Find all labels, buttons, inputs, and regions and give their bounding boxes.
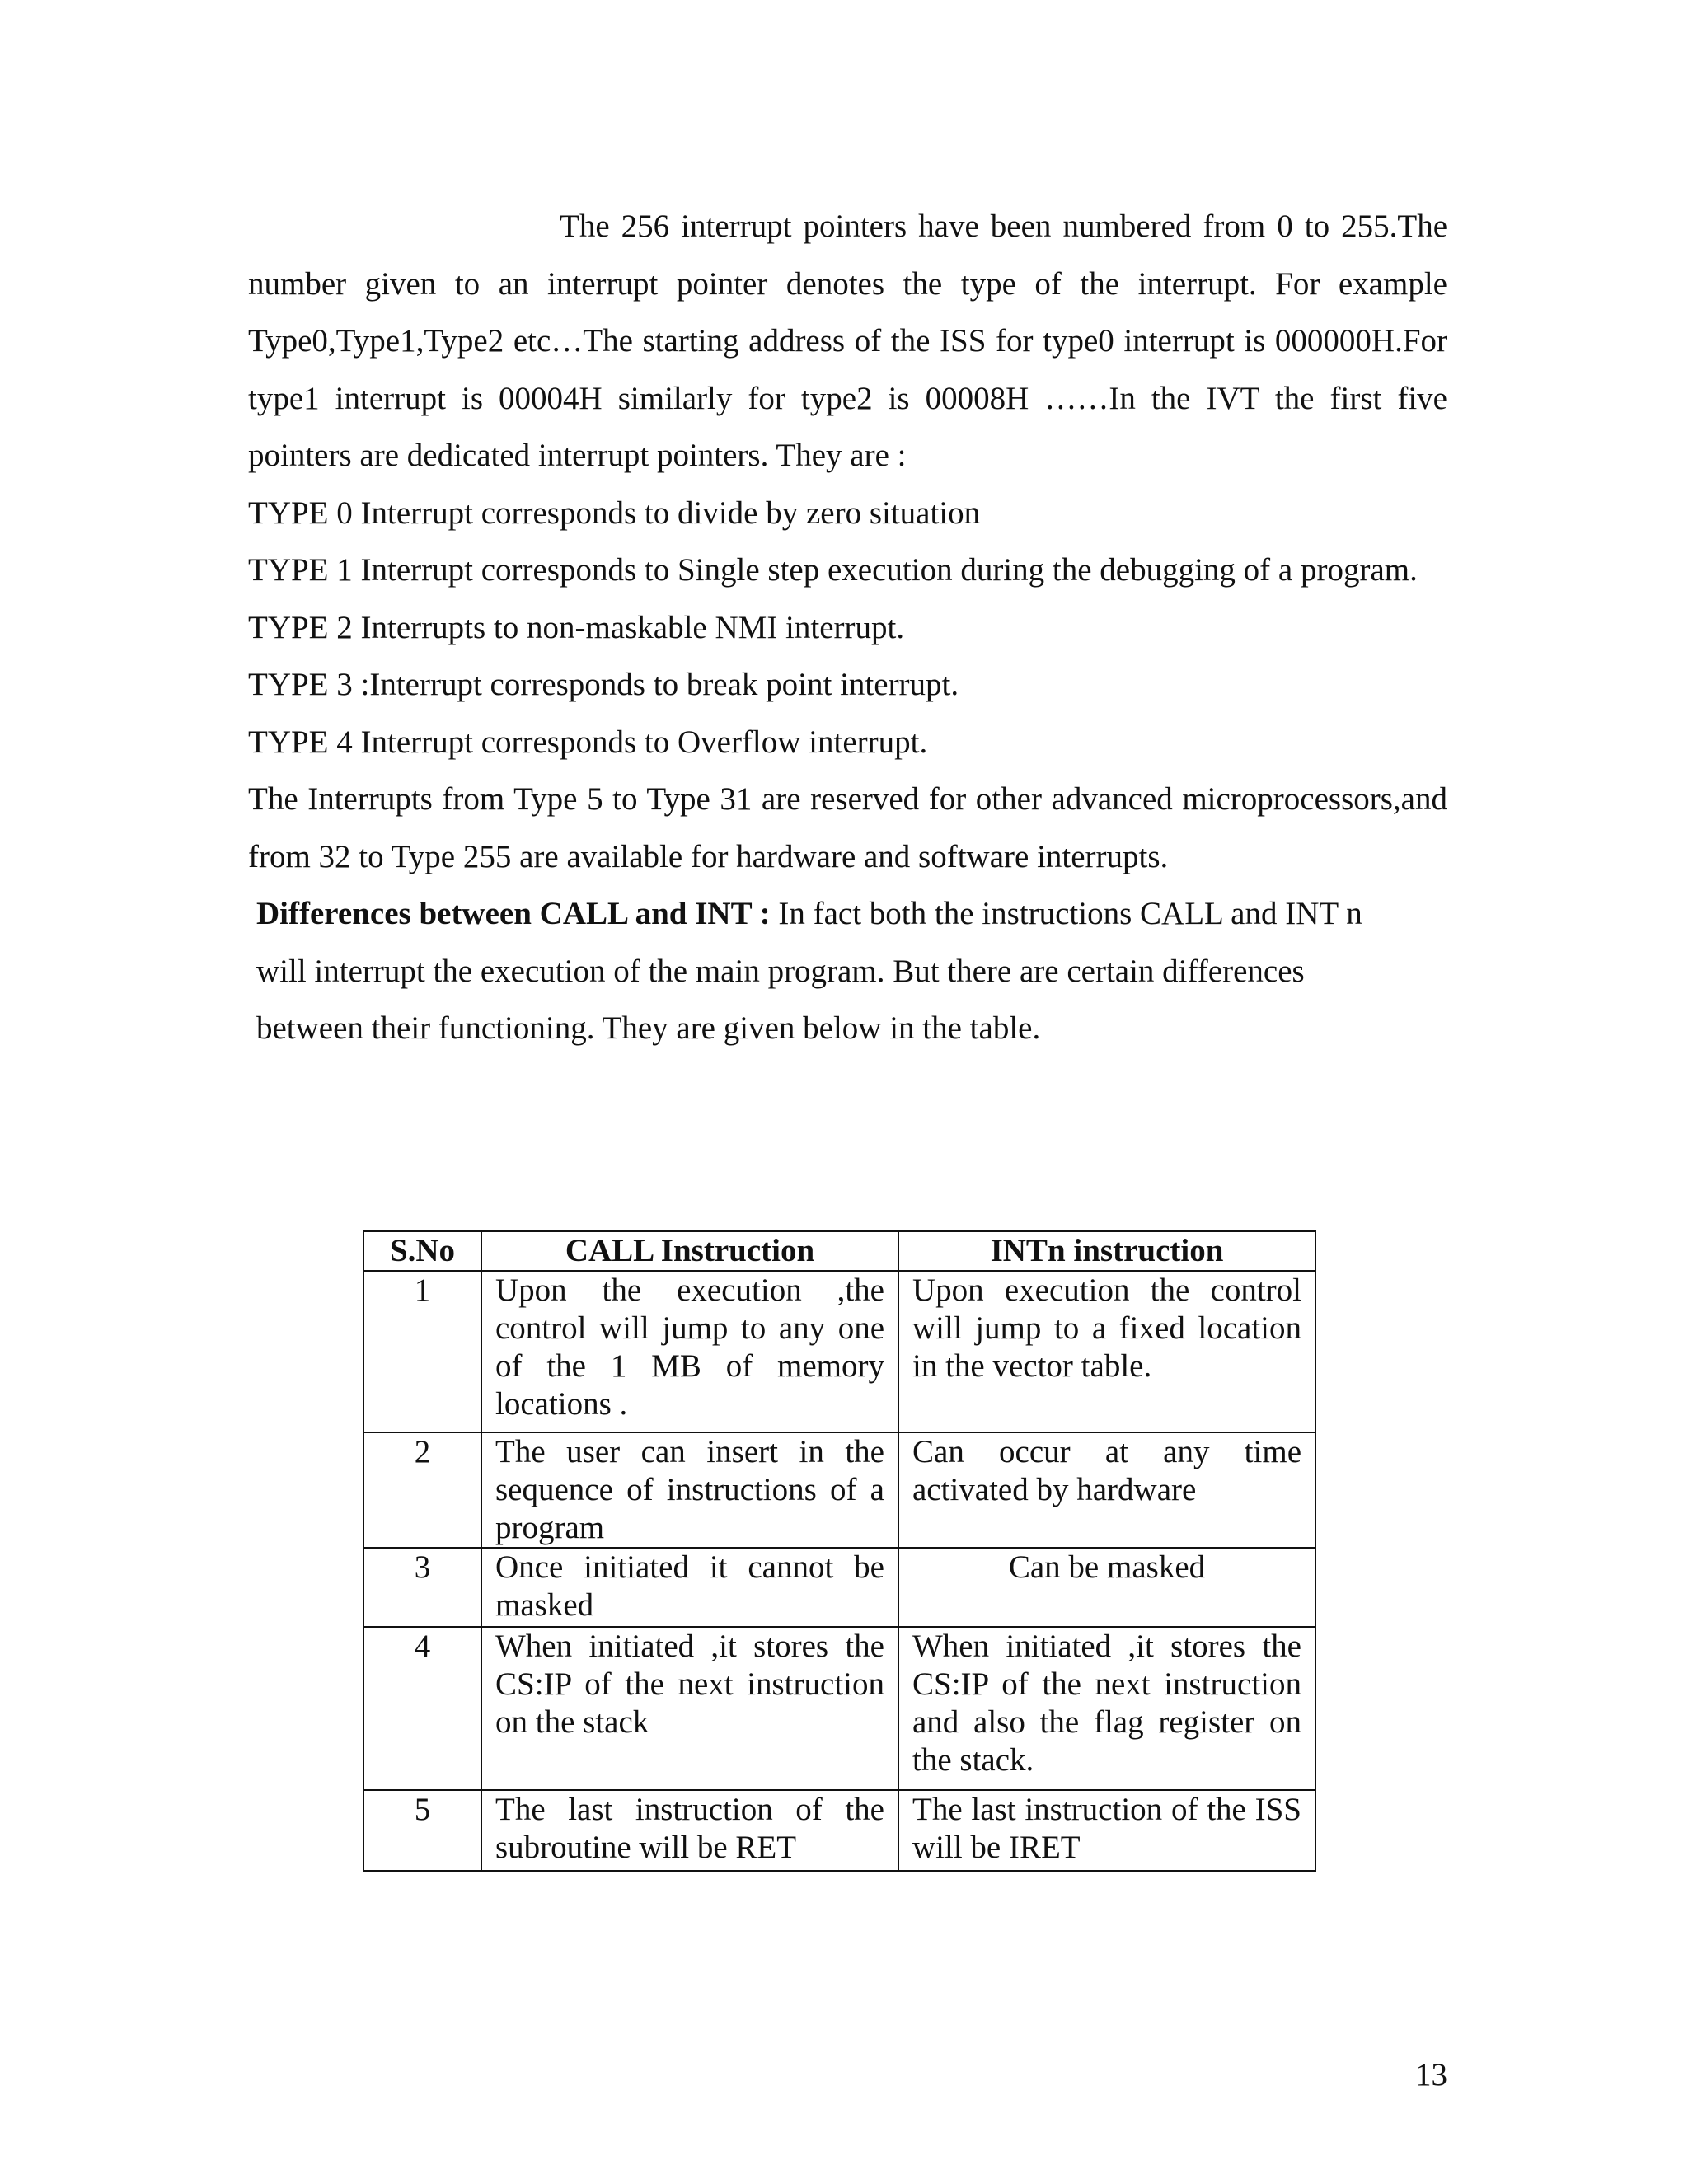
reserved-paragraph: The Interrupts from Type 5 to Type 31 are reserved for other advanced microprocessors,and from 32 to Type 255 are available for hardware and software interrupts. [248,781,1447,874]
differences-heading: Differences between CALL and INT : [256,896,771,931]
cell-sno: 1 [363,1271,481,1432]
comparison-table-wrapper [363,1230,1316,1872]
cell-intn: The last instruction of the ISS will be IRET [898,1790,1315,1871]
type1-line: TYPE 1 Interrupt corresponds to Single step execution during the debugging of a program. [248,552,1418,588]
cell-call: The user can insert in the sequence of instructions of a program [481,1432,898,1548]
intro-paragraph: The 256 interrupt pointers have been numbered from 0 to 255.The number given to an interrupt pointer denotes the type of the interrupt. For example Type0,Type1,Type2 etc…The starting address of the ISS for type0 interrupt is 000000H.For type1 interrupt is 00004H similarly for type2 is 00008H ……In the IVT the first five pointers are dedicated interrupt pointers. They are : [248,209,1447,473]
cell-sno: 5 [363,1790,481,1871]
call-vs-int-table [363,1230,1316,1872]
table-row [363,1548,1315,1627]
cell-sno: 3 [363,1548,481,1627]
cell-call: When initiated ,it stores the CS:IP of the next instruction on the stack [481,1627,898,1790]
table-row [363,1271,1315,1432]
table-row [363,1627,1315,1790]
table-row [363,1432,1315,1548]
body-text [248,198,1447,1057]
cell-sno: 4 [363,1627,481,1790]
table-header-row [363,1231,1315,1271]
cell-intn: Can be masked [898,1548,1315,1627]
cell-intn: Can occur at any time activated by hardware [898,1432,1315,1548]
page-number: 13 [1415,2057,1447,2093]
header-intn-instruction: INTn instruction [898,1231,1315,1271]
cell-sno: 2 [363,1432,481,1548]
cell-call: Upon the execution ,the control will jump to any one of the 1 MB of memory locations . [481,1271,898,1432]
type0-line: TYPE 0 Interrupt corresponds to divide by zero situation [248,494,981,531]
type3-line: TYPE 3 :Interrupt corresponds to break point interrupt. [248,667,959,702]
differences-paragraph [248,885,1447,1057]
cell-call: Once initiated it cannot be masked [481,1548,898,1627]
differences-body: In fact both the instructions CALL and INT n will interrupt the execution of the main program. But there are certain differences between their functioning. They are given below in the table. [256,896,1362,1046]
table-row [363,1790,1315,1871]
cell-intn: Upon execution the control will jump to a fixed location in the vector table. [898,1271,1315,1432]
cell-call: The last instruction of the subroutine will be RET [481,1790,898,1871]
header-sno: S.No [363,1231,481,1271]
type2-line: TYPE 2 Interrupts to non-maskable NMI interrupt. [248,609,905,645]
cell-intn: When initiated ,it stores the CS:IP of the next instruction and also the flag register on the stack. [898,1627,1315,1790]
header-call-instruction: CALL Instruction [481,1231,898,1271]
type4-line: TYPE 4 Interrupt corresponds to Overflow interrupt. [248,724,928,760]
